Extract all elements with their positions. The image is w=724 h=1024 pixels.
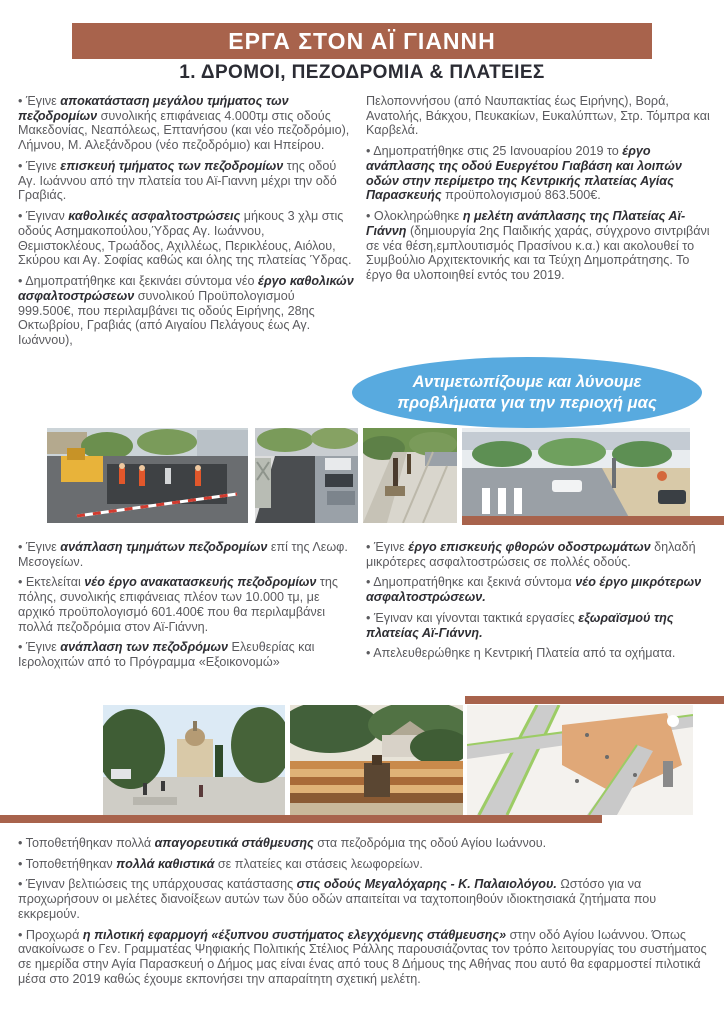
- photo-urban-plan-drawing: [467, 705, 693, 815]
- photo-road-paving-works: [47, 428, 248, 523]
- bullet-paragraph: • Έγινε επισκευή τμήματος των πεζοδρομίων της οδού Αγ. Ιωάννου από την πλατεία του Αϊ-Γιαννη μέχρι την οδό Γραβιάς.: [18, 158, 337, 203]
- photo-plaza-church: [103, 705, 285, 815]
- section-subtitle: 1. ΔΡΟΜΟΙ, ΠΕΖΟΔΡΟΜΙΑ & ΠΛΑΤΕΙΕΣ: [179, 62, 545, 83]
- accent-bar-row1: [462, 516, 724, 525]
- bullet-paragraph: • Ολοκληρώθηκε η μελέτη ανάπλασης της Πλατείας Αϊ-Γιάννη (δημιουργία 2ης Παιδικής χαράς, σύγχρονο σιντριβάνι σε νέα θέση,εμπλουτισμός Πρασίνου κ.α.) και ακολουθεί το Συμβούλιο Αρχιτεκτονικής και τα Τεύχη Δημοπράτησης. Το έργο θα υλοποιηθεί εντός του 2019.: [366, 209, 710, 283]
- photo-fresh-asphalt-street: [255, 428, 358, 523]
- column-mid-left: [18, 540, 358, 676]
- bullet-paragraph: • Έγινε ανάπλαση των πεζοδρόμων Ελευθερίας και Ιερολοχιτών από το Πρόγραμμα «Εξοικονομώ»: [18, 640, 315, 670]
- bullet-paragraph: • Εκτελείται νέο έργο ανακατασκευής πεζοδρομίων της πόλης, συνολικής επιφάνειας πλέον των 10.000 τμ, με αρχικό προϋπολογισμό 601.400€ που θα περιλαμβάνει πολλά πεζοδρόμια στον Αϊ-Γιάννη.: [18, 575, 338, 634]
- photo-sidewalk-trees: [363, 428, 457, 523]
- column-mid-right: [366, 540, 710, 667]
- column-top-right: [366, 94, 710, 289]
- callout-text: Αντιμετωπίζουμε και λύνουμε προβλήματα για την περιοχή μας: [397, 372, 657, 412]
- callout-bubble: [352, 357, 702, 428]
- bullet-paragraph: • Έγινε αποκατάσταση μεγάλου τμήματος των πεζοδρομίων συνολικής επιφάνειας 4.000τμ στις οδούς Μακεδονίας, Νεαπόλεως, Επτανήσου (και νέο πεζοδρόμιο), Λήμνου, Μ. Αλεξάνδρου (νέο πεζοδρόμιο) και Ηπείρου.: [18, 94, 350, 153]
- column-bottom: [18, 836, 710, 993]
- bullet-paragraph: • Απελευθερώθηκε η Κεντρική Πλατεία από τα οχήματα.: [366, 646, 676, 661]
- header-banner: [72, 23, 652, 59]
- page-title: ΕΡΓΑ ΣΤΟΝ ΑΪ ΓΙΑΝΝΗ: [228, 27, 496, 54]
- accent-bar-row2-bottom: [0, 815, 602, 823]
- photo-street-corner-render: [462, 428, 690, 523]
- photo-plaza-steps: [290, 705, 463, 815]
- bullet-paragraph: • Έγινε έργο επισκευής φθορών οδοστρωμάτων δηλαδή μικρότερες ασφαλτοστρώσεις σε πολλές οδούς.: [366, 540, 696, 569]
- bullet-paragraph: • Τοποθετήθηκαν πολλά απαγορευτικά στάθμευσης στα πεζοδρόμια της οδού Αγίου Ιωάννου.: [18, 836, 547, 850]
- bullet-paragraph: • Δημοπρατήθηκε και ξεκινά σύντομα νέο έργο μικρότερων ασφαλτοστρώσεων.: [366, 575, 702, 605]
- bullet-paragraph: • Έγιναν και γίνονται τακτικά εργασίες εξωραϊσμού της πλατείας Αϊ-Γιάννη.: [366, 610, 674, 640]
- bullet-paragraph: • Έγιναν βελτιώσεις της υπάρχουσας κατάστασης στις οδούς Μεγαλόχαρης - Κ. Παλαιολόγου. Ωστόσο για να προχωρήσουν οι μελέτες διανοίξεων αυτών των δύο οδών απαιτείται να ταχτοποιηθούν ιδιοκτησιακά ζητήματα που εκκρεμούν.: [18, 877, 657, 921]
- bullet-paragraph: Πελοποννήσου (από Ναυπακτίας έως Ειρήνης), Βορά, Ανατολής, Βάκχου, Πευκακίων, Ευκαλύπτων, Στρ. Τόμπρα και Καρβελά.: [366, 94, 710, 138]
- column-top-left: [18, 94, 354, 354]
- bullet-paragraph: • Έγινε ανάπλαση τμημάτων πεζοδρομίων επί της Λεωφ. Μεσογείων.: [18, 540, 348, 569]
- bullet-paragraph: • Προχωρά η πιλοτική εφαρμογή «έξυπνου συστήματος ελεγχόμενης στάθμευσης» στην οδό Αγίου Ιωάννου. Όπως ανακοίνωσε ο Γεν. Γραμματέας Ψηφιακής Πολιτικής Στέλιος Ράλλης παρουσιάζοντας τον τρόπο λειτουργίας του συστήματος σε ημερίδα στην Αγία Παρασκευή ο Δήμος μας είναι ένας από τους 8 Δήμους της Αθήνας που αυτό θα εφαρμοστεί πιλοτικά μέσα στο 2019 καθώς έχουμε εκπονήσει την απαραίτητη σχετική μελέτη.: [18, 927, 707, 986]
- bullet-paragraph: • Τοποθετήθηκαν πολλά καθιστικά σε πλατείες και στάσεις λεωφορείων.: [18, 856, 423, 871]
- accent-bar-row2-top: [465, 696, 724, 704]
- bullet-paragraph: • Δημοπρατήθηκε στις 25 Ιανουαρίου 2019 το έργο ανάπλασης της οδού Ευεργέτου Γιαβάση και λοιπών οδών στην περίμετρο της Κεντρικής πλατείας Αγίας Παρασκευής προϋπολογισμού 863.500€.: [366, 144, 682, 203]
- bullet-paragraph: • Δημοπρατήθηκε και ξεκινάει σύντομα νέο έργο καθολικών ασφαλτοστρώσεων συνολικού Προϋπολογισμού 999.500€, που περιλαμβάνει τις οδούς Ειρήνης, 28ης Οκτωβρίου, Γραβιάς (από Αιγαίου Πελάγους έως Αγ. Ιωάννου),: [18, 274, 354, 348]
- bullet-paragraph: • Έγιναν καθολικές ασφαλτοστρώσεις μήκους 3 χλμ στις οδούς Ασημακοπούλου,Ύδρας Αγ. Ιωάννου, Θεμιστοκλέους, Τρωάδος, Αχιλλέως, Περικλέους, Αιόλου, Σκύρου και Αγ. Σοφίας καθώς και όλης της πλατείας Ύδρας.: [18, 209, 352, 268]
